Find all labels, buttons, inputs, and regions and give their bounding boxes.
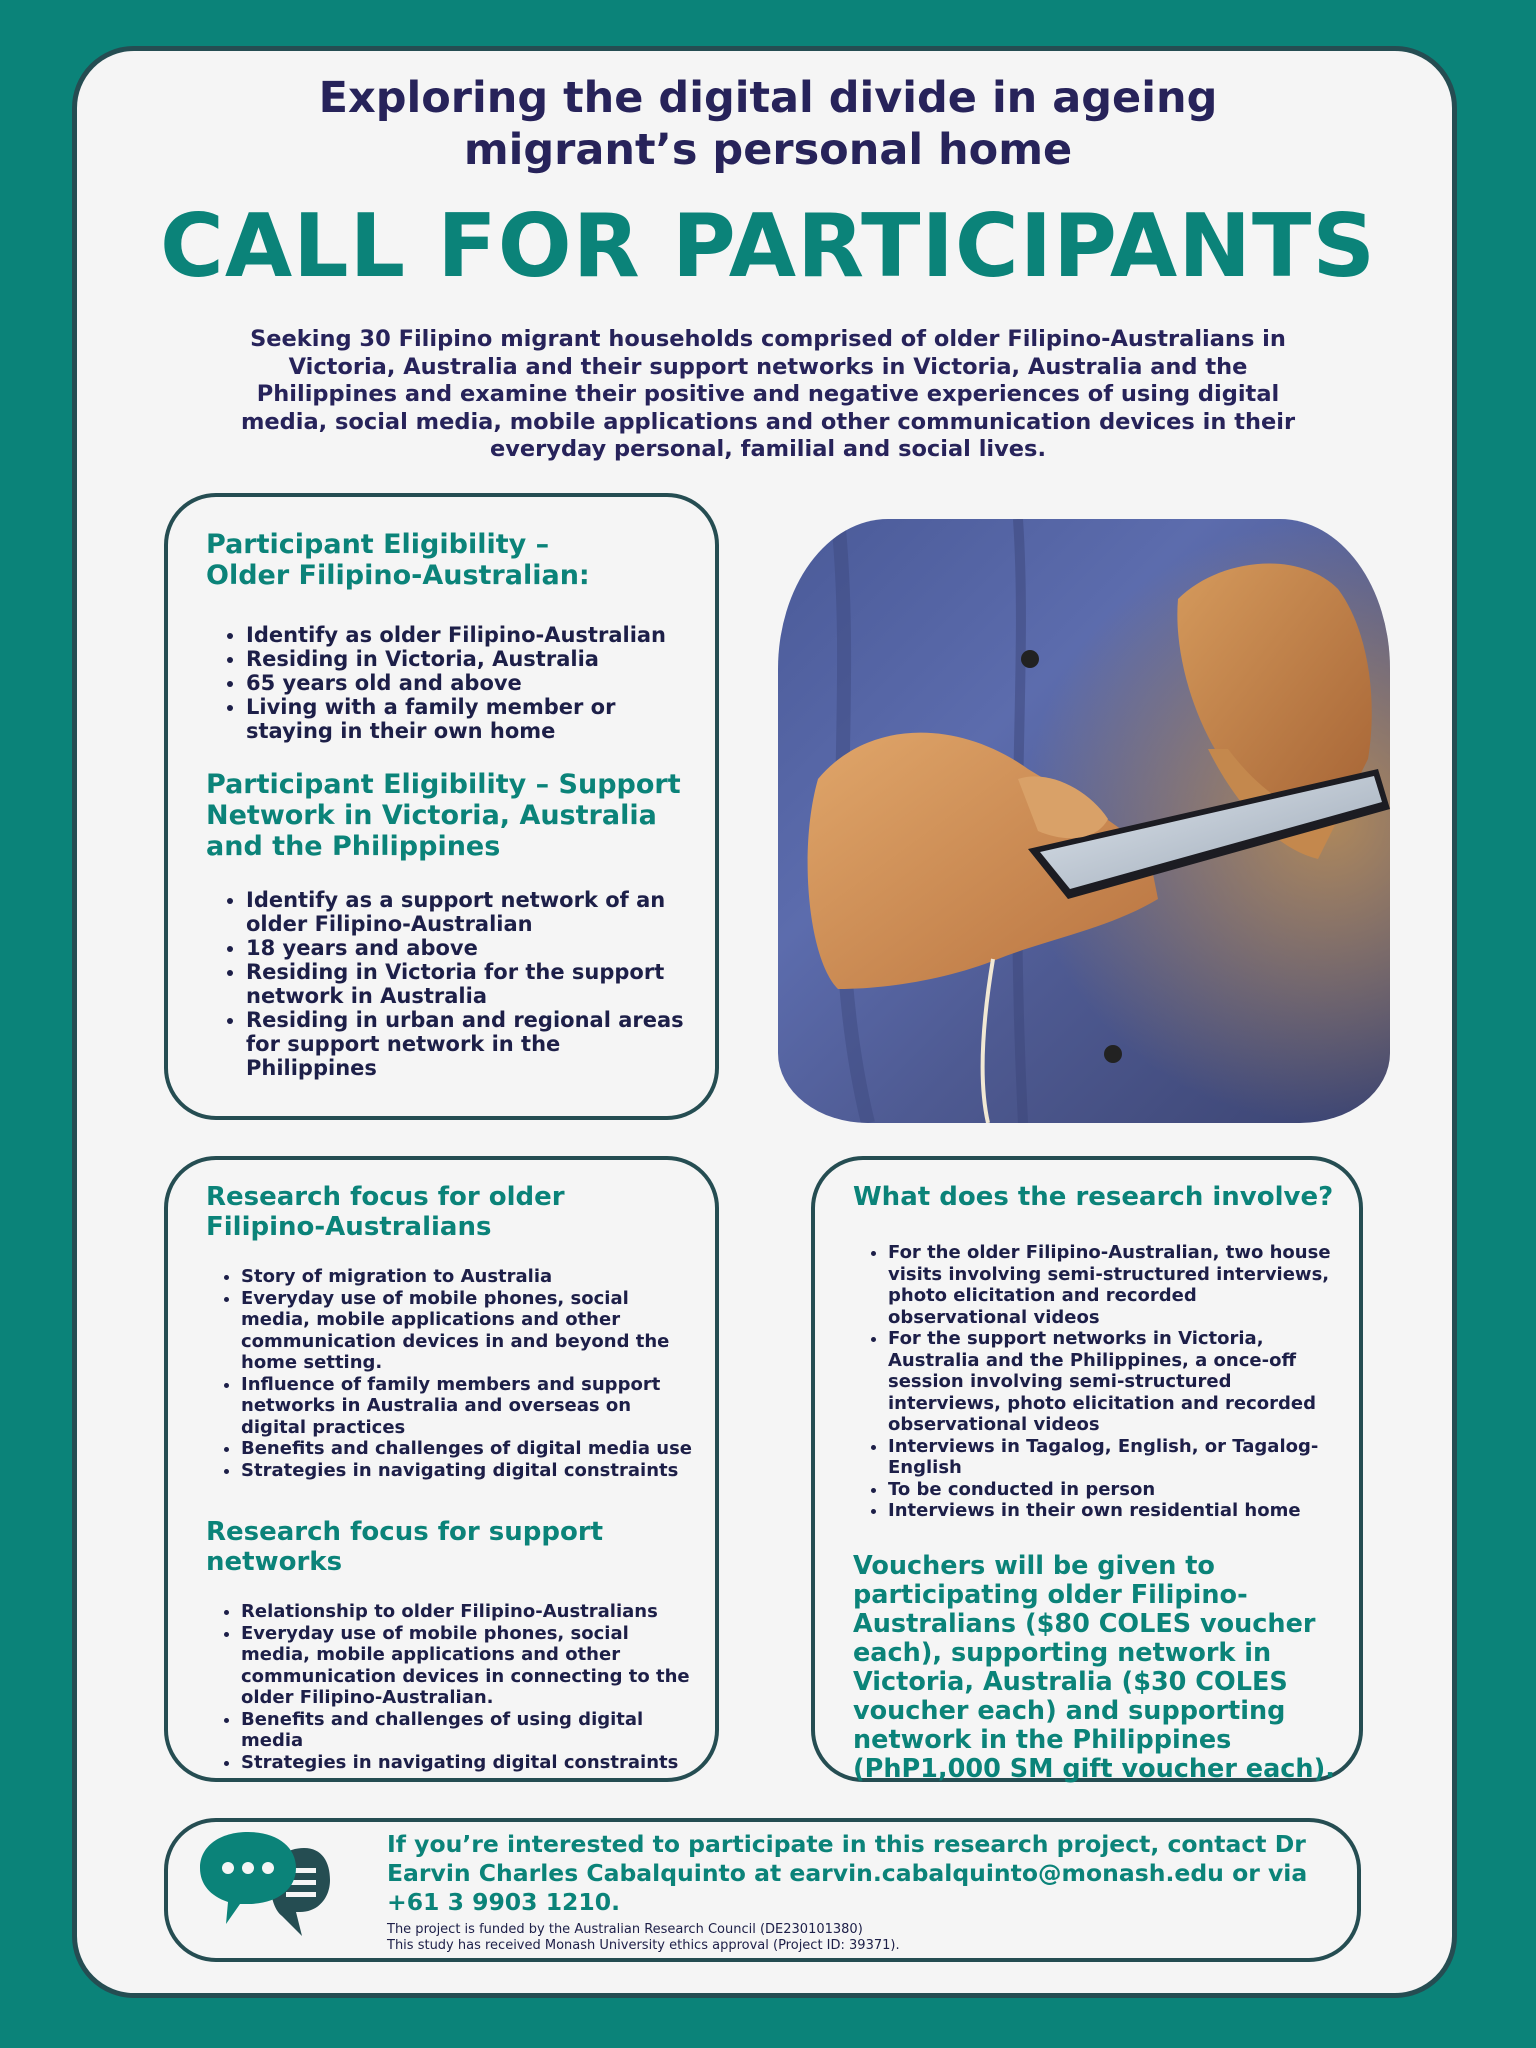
- list-item: • Benefits and challenges of using digital media: [241, 1709, 693, 1752]
- phone-photo-illustration: [778, 519, 1390, 1123]
- support-eligibility-title: Participant Eligibility – Support Network in Victoria, Australia and the Philippines: [206, 769, 681, 862]
- list-item: • For the older Filipino-Australian, two house visits involving semi-structured interviews, photo elicitation and recorded observational videos: [888, 1242, 1341, 1328]
- list-item: • To be conducted in person: [888, 1479, 1341, 1501]
- list-item: • 18 years and above: [246, 936, 685, 960]
- eligibility-box: [164, 493, 719, 1120]
- ethics-note: This study has received Monash University ethics approval (Project ID: 39371).: [387, 1938, 900, 1953]
- call-for-participants-heading: CALL FOR PARTICIPANTS: [159, 195, 1377, 297]
- poster-subtitle: [0, 72, 1536, 176]
- list-item: • Residing in Victoria, Australia: [246, 647, 685, 671]
- support-focus-list: [206, 1601, 693, 1773]
- list-item: • Strategies in navigating digital constraints: [241, 1752, 693, 1774]
- older-focus-list: [206, 1266, 693, 1481]
- involve-list: [853, 1242, 1341, 1522]
- list-item: • Strategies in navigating digital constraints: [241, 1460, 693, 1482]
- vouchers-info: Vouchers will be given to participating older Filipino-Australians ($80 COLES voucher each), supporting network in Victoria, Australia ($30 COLES voucher each) and supporting network in the Philippines (PhP1,000 SM gift voucher each).: [853, 1550, 1335, 1784]
- subtitle-line-2: migrant’s personal home: [463, 125, 1073, 175]
- list-item: • Interviews in their own residential home: [888, 1500, 1341, 1522]
- list-item: • Living with a family member or staying in their own home: [246, 695, 685, 743]
- list-item: • Everyday use of mobile phones, social media, mobile applications and other communication devices in connecting to the older Filipino-Australian.: [241, 1623, 693, 1709]
- funding-ethics-note: [387, 1922, 1287, 1954]
- list-item: • Everyday use of mobile phones, social media, mobile applications and other communication devices in and beyond the home setting.: [241, 1288, 693, 1374]
- research-focus-box: [164, 1156, 719, 1782]
- older-eligibility-title: Participant Eligibility – Older Filipino-Australian:: [206, 529, 590, 591]
- research-involve-box: [811, 1156, 1363, 1782]
- list-item: • Story of migration to Australia: [241, 1266, 693, 1288]
- list-item: • Identify as a support network of an older Filipino-Australian: [246, 888, 685, 936]
- chat-bubbles-icon: [200, 1832, 330, 1954]
- support-eligibility-list: [206, 888, 685, 1080]
- list-item: • For the support networks in Victoria, Australia and the Philippines, a once-off session involving semi-structured interviews, photo elicitation and recorded observational videos: [888, 1328, 1341, 1436]
- list-item: • Benefits and challenges of digital media use: [241, 1438, 693, 1460]
- support-focus-title: Research focus for support networks: [206, 1517, 604, 1577]
- list-item: • Residing in urban and regional areas for support network in the Philippines: [246, 1008, 685, 1080]
- list-item: • Influence of family members and support networks in Australia and overseas on digital practices: [241, 1374, 693, 1439]
- involve-title: What does the research involve?: [853, 1182, 1334, 1212]
- hands-holding-phone-photo: [778, 519, 1390, 1123]
- list-item: • 65 years old and above: [246, 671, 685, 695]
- list-item: • Identify as older Filipino-Australian: [246, 623, 685, 647]
- contact-information: If you’re interested to participate in this research project, contact Dr Earvin Charles Cabalquinto at earvin.cabalquinto@monash.edu or via +61 3 9903 1210.: [387, 1830, 1308, 1916]
- funding-note: The project is funded by the Australian Research Council (DE230101380): [387, 1922, 863, 1937]
- subtitle-line-1: Exploring the digital divide in ageing: [318, 73, 1218, 123]
- list-item: • Relationship to older Filipino-Australians: [241, 1601, 693, 1623]
- older-focus-title: Research focus for older Filipino-Australians: [206, 1182, 565, 1242]
- list-item: • Interviews in Tagalog, English, or Tagalog-English: [888, 1436, 1341, 1479]
- older-eligibility-list: [206, 623, 685, 743]
- list-item: • Residing in Victoria for the support network in Australia: [246, 960, 685, 1008]
- intro-paragraph: Seeking 30 Filipino migrant households comprised of older Filipino-Australians in Victoria, Australia and their support networks in Victoria, Australia and the Philippines and examine their positive and negative experiences of using digital media, social media, mobile applications and other communication devices in their everyday personal, familial and social lives.: [240, 326, 1296, 462]
